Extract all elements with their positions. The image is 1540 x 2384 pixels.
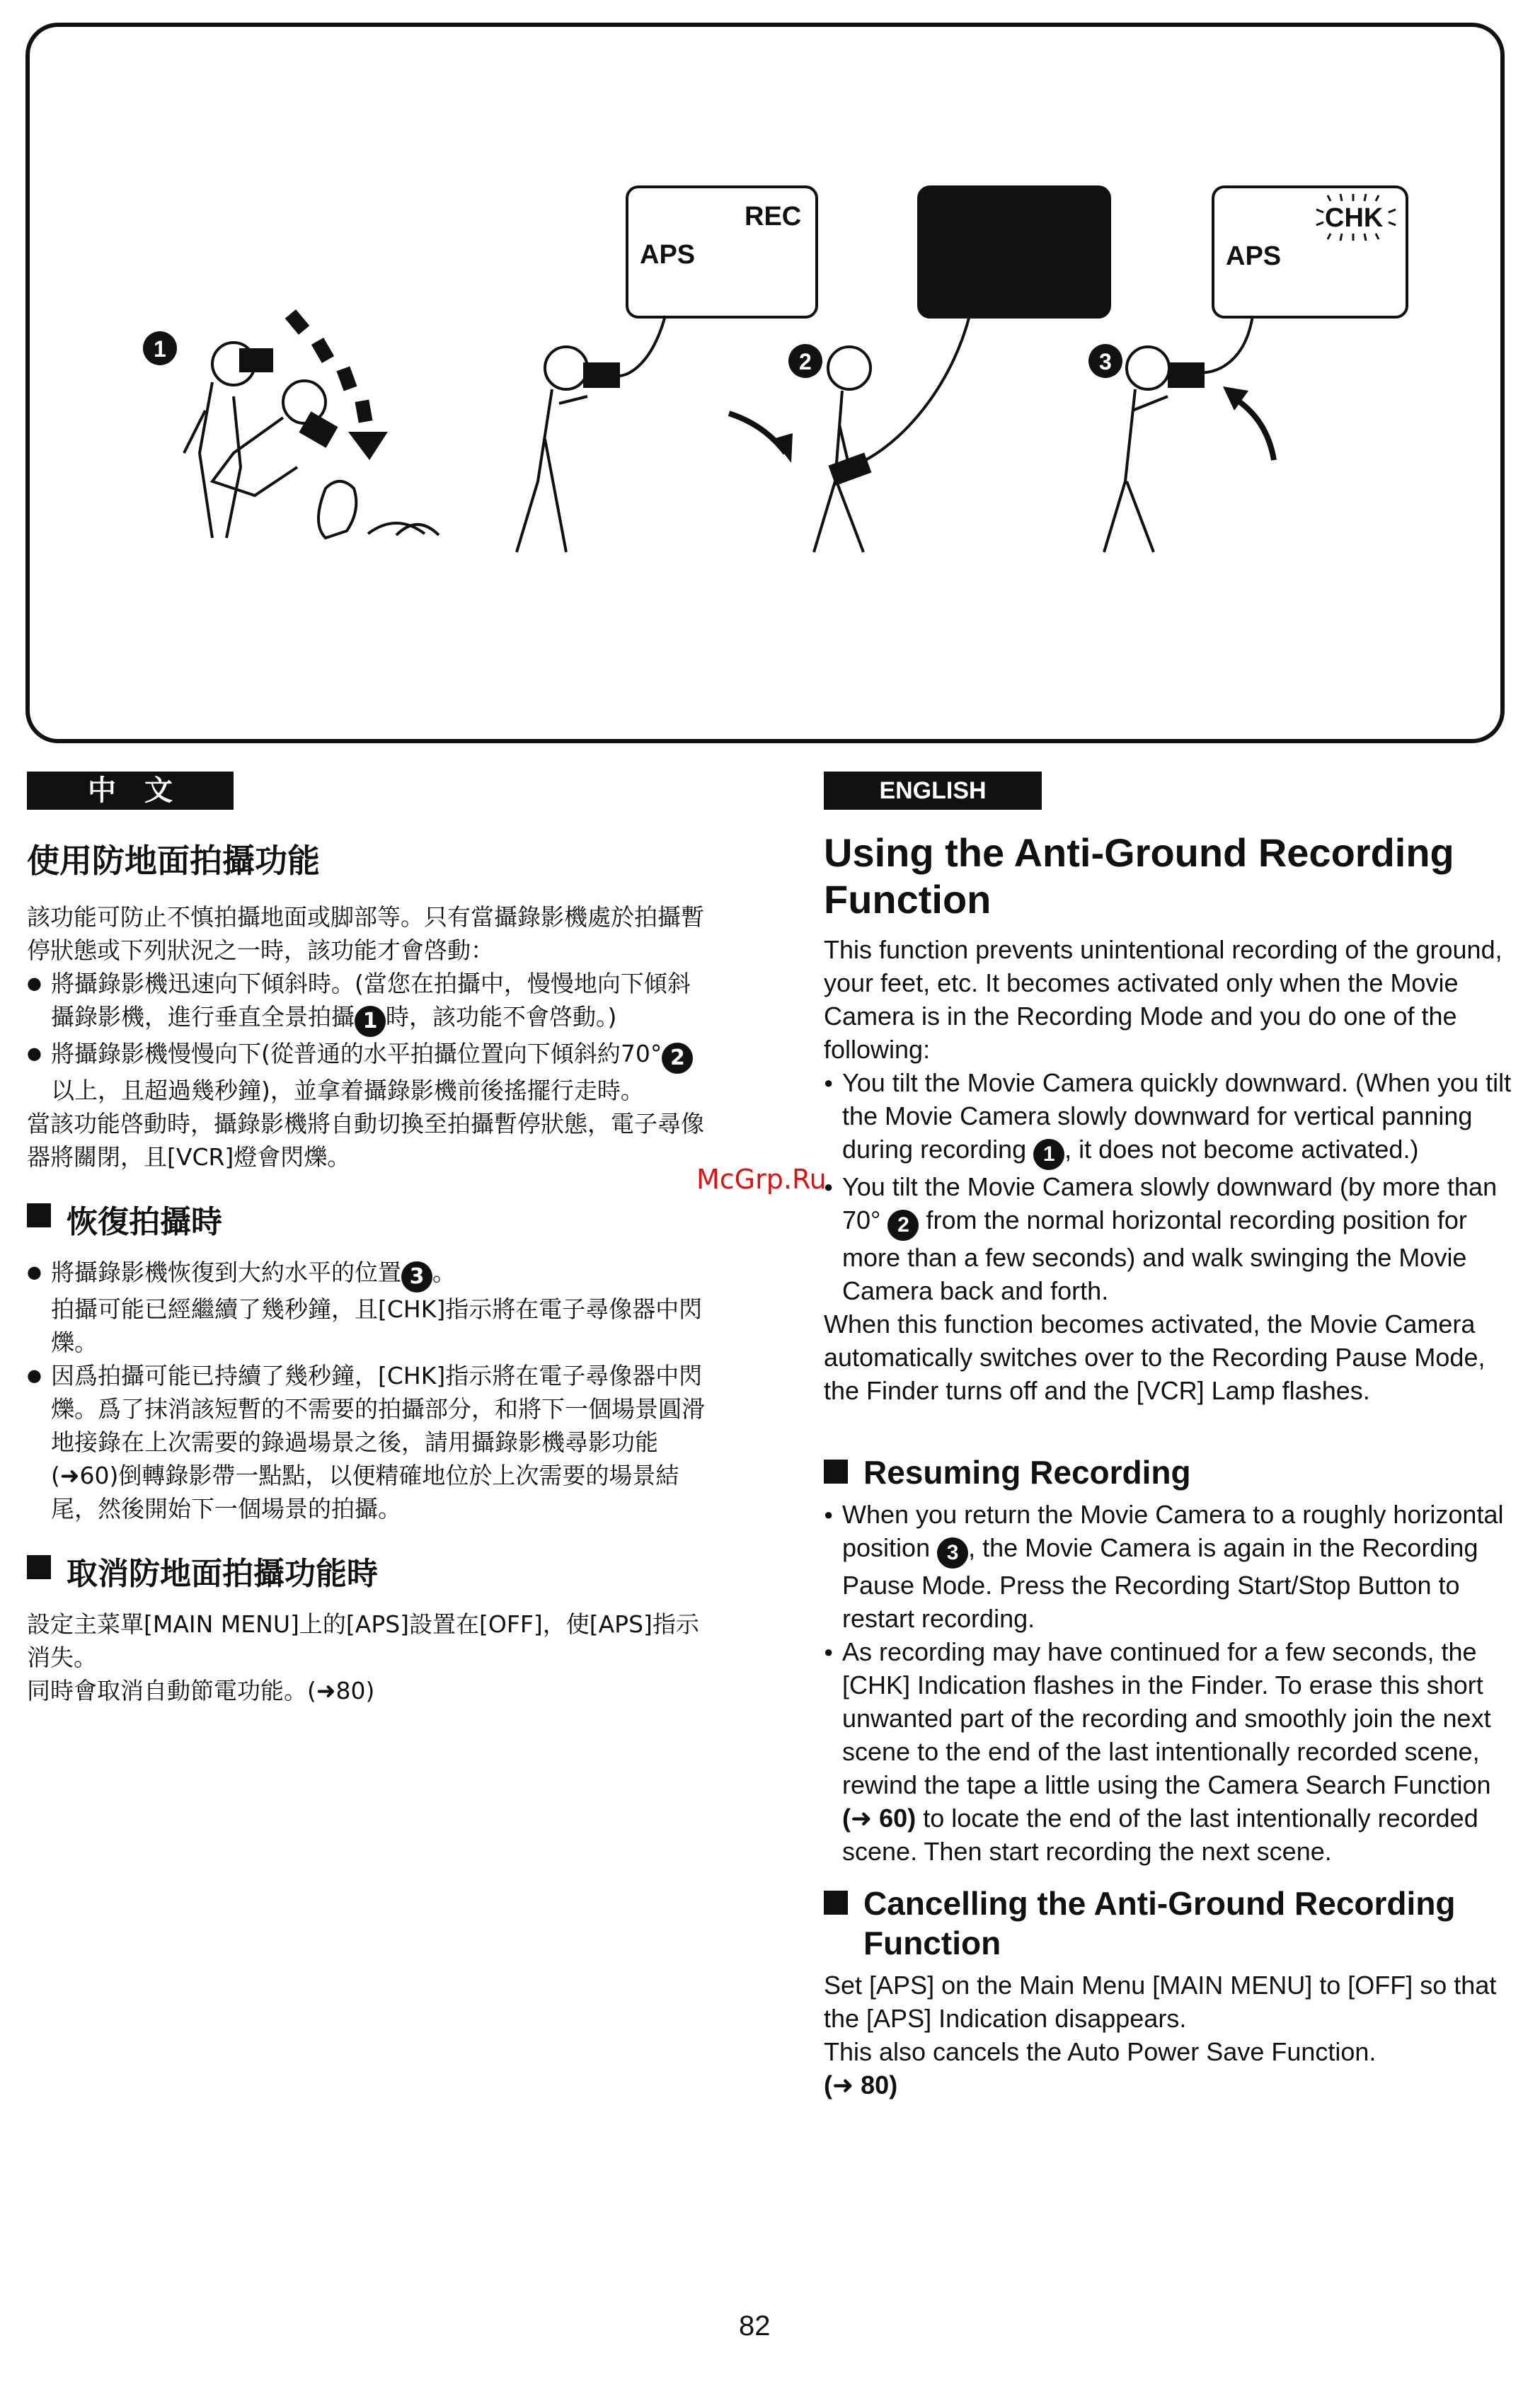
circled-number: 2	[887, 1210, 919, 1241]
figure-walking	[814, 347, 870, 552]
zh-cancel-1: 設定主菜單[MAIN MENU]上的[APS]設置在[OFF]，使[APS]指示消失。	[27, 1610, 699, 1671]
illustration	[0, 0, 1540, 750]
en-intro: This function prevents unintentional recording of the ground, your feet, etc. It becomes activated only when the Movie Camera is in the Recording Mode and you do one of the following:	[824, 935, 1502, 1064]
svg-text:2: 2	[799, 349, 812, 374]
screen-aps-label: APS	[640, 240, 696, 270]
circled-number: 2	[662, 1043, 693, 1074]
zh-heading-cancel: 取消防地面拍攝功能時	[27, 1548, 706, 1593]
en-resume-list	[824, 1498, 1517, 1868]
zh-heading-resume: 恢復拍攝時	[27, 1196, 706, 1242]
circled-number: 3	[401, 1261, 432, 1293]
en-title: Using the Anti-Ground Recording Function	[824, 830, 1454, 922]
figure-return	[1104, 347, 1203, 552]
list-item: ● When you return the Movie Camera to a roughly horizontal position 3 , the Movie Camera is again in the Recording Pause Mode. Press the Recording Start/Stop Button to restart recording.	[824, 1498, 1517, 1635]
list-item: ● 將攝錄影機慢慢向下(從普通的水平拍攝位置向下傾斜約70° 2以上，且超過幾秒鐘)，並拿着攝錄影機前後搖擺行走時。	[27, 1037, 706, 1107]
screen-rec-label: REC	[745, 202, 802, 231]
en-cancel-2: This also cancels the Auto Power Save Function.	[824, 2037, 1377, 2066]
zh-resume-list	[27, 1256, 706, 1293]
language-tab-english: ENGLISH	[824, 772, 1042, 810]
arrow-tilt-icon	[729, 413, 786, 453]
language-tab-chinese: 中文	[27, 772, 234, 810]
circled-number: 1	[355, 1006, 386, 1037]
arrow-quick-down-icon	[285, 309, 388, 460]
circled-number: 3	[937, 1537, 968, 1569]
list-item: ● 因爲拍攝可能已持續了幾秒鐘，[CHK]指示將在電子尋像器中閃爍。爲了抹消該短暫的不需要的拍攝部分，和將下一個場景圓滑地接錄在上次需要的錄過場景之後，請用攝錄影機尋影功能(➜60)倒轉錄影帶一點點，以便精確地位於上次需要的場景結尾，然後開始下一個場景的拍攝。	[27, 1359, 706, 1525]
list-item: ● As recording may have continued for a few seconds, the [CHK] Indication flashes in the Finder. To erase this short unwanted part of the recording and smoothly join the next scene to the end of the last intentionally recorded scene, rewind the tape a little using the Camera Search Function (➜ 60) to locate the end of the last intentionally recorded scene. Then start recording the next scene.	[824, 1635, 1517, 1868]
finder-screen-off	[919, 187, 1110, 317]
list-item: ● You tilt the Movie Camera slowly downward (by more than 70° 2 from the normal horizontal recording position for more than a few seconds) and walk swinging the Movie Camera back and forth.	[824, 1170, 1517, 1307]
list-item: ● 將攝錄影機恢復到大約水平的位置 3 。	[27, 1256, 706, 1293]
screen-chk-label: CHK	[1325, 203, 1384, 233]
list-item: ● You tilt the Movie Camera quickly downward. (When you tilt the Movie Camera slowly downward for vertical panning during recording 1 , it does not become activated.)	[824, 1066, 1517, 1170]
en-after: When this function becomes activated, the Movie Camera automatically switches over to the Recording Pause Mode, the Finder turns off and the [VCR] Lamp flashes.	[824, 1310, 1486, 1405]
zh-after: 當該功能啓動時，攝錄影機將自動切換至拍攝暫停狀態，電子尋像器將關閉，且[VCR]燈會閃爍。	[27, 1110, 704, 1171]
english-column	[824, 772, 1517, 2102]
en-condition-list	[824, 1066, 1517, 1307]
zh-condition-list	[27, 967, 706, 1107]
figure-tilt-quick	[184, 343, 439, 538]
chinese-column	[27, 772, 706, 1707]
figure-recording	[517, 347, 619, 552]
en-heading-resume: Resuming Recording	[824, 1452, 1517, 1492]
circled-number: 1	[1033, 1139, 1064, 1170]
svg-text:3: 3	[1099, 349, 1112, 374]
arrow-return-icon	[1231, 396, 1274, 460]
zh-intro: 該功能可防止不慎拍攝地面或脚部等。只有當攝錄影機處於拍攝暫停狀態或下列狀況之一時，該功能才會啓動：	[27, 903, 704, 964]
list-item: ● 將攝錄影機迅速向下傾斜時。(當您在拍攝中，慢慢地向下傾斜攝錄影機，進行垂直全景拍攝 1 時，該功能不會啓動。)	[27, 967, 706, 1037]
en-heading-cancel: Cancelling the Anti-Ground Recording Function	[824, 1884, 1517, 1963]
page-ref: (➜ 60)	[842, 1804, 916, 1833]
watermark: McGrp.Ru	[696, 1164, 827, 1195]
zh-cancel-2: 同時會取消自動節電功能。(➜80)	[27, 1677, 375, 1704]
zh-resume-cont: 拍攝可能已經繼續了幾秒鐘，且[CHK]指示將在電子尋像器中閃爍。	[51, 1295, 703, 1356]
zh-title: 使用防地面拍攝功能	[27, 842, 320, 880]
page-number: 82	[739, 2310, 771, 2342]
svg-text:1: 1	[154, 336, 166, 362]
screen3-aps-label: APS	[1226, 241, 1282, 271]
en-cancel-ref: (➜ 80)	[824, 2070, 898, 2099]
en-cancel-1: Set [APS] on the Main Menu [MAIN MENU] to [OFF] so that the [APS] Indication disappears.	[824, 1971, 1497, 2033]
